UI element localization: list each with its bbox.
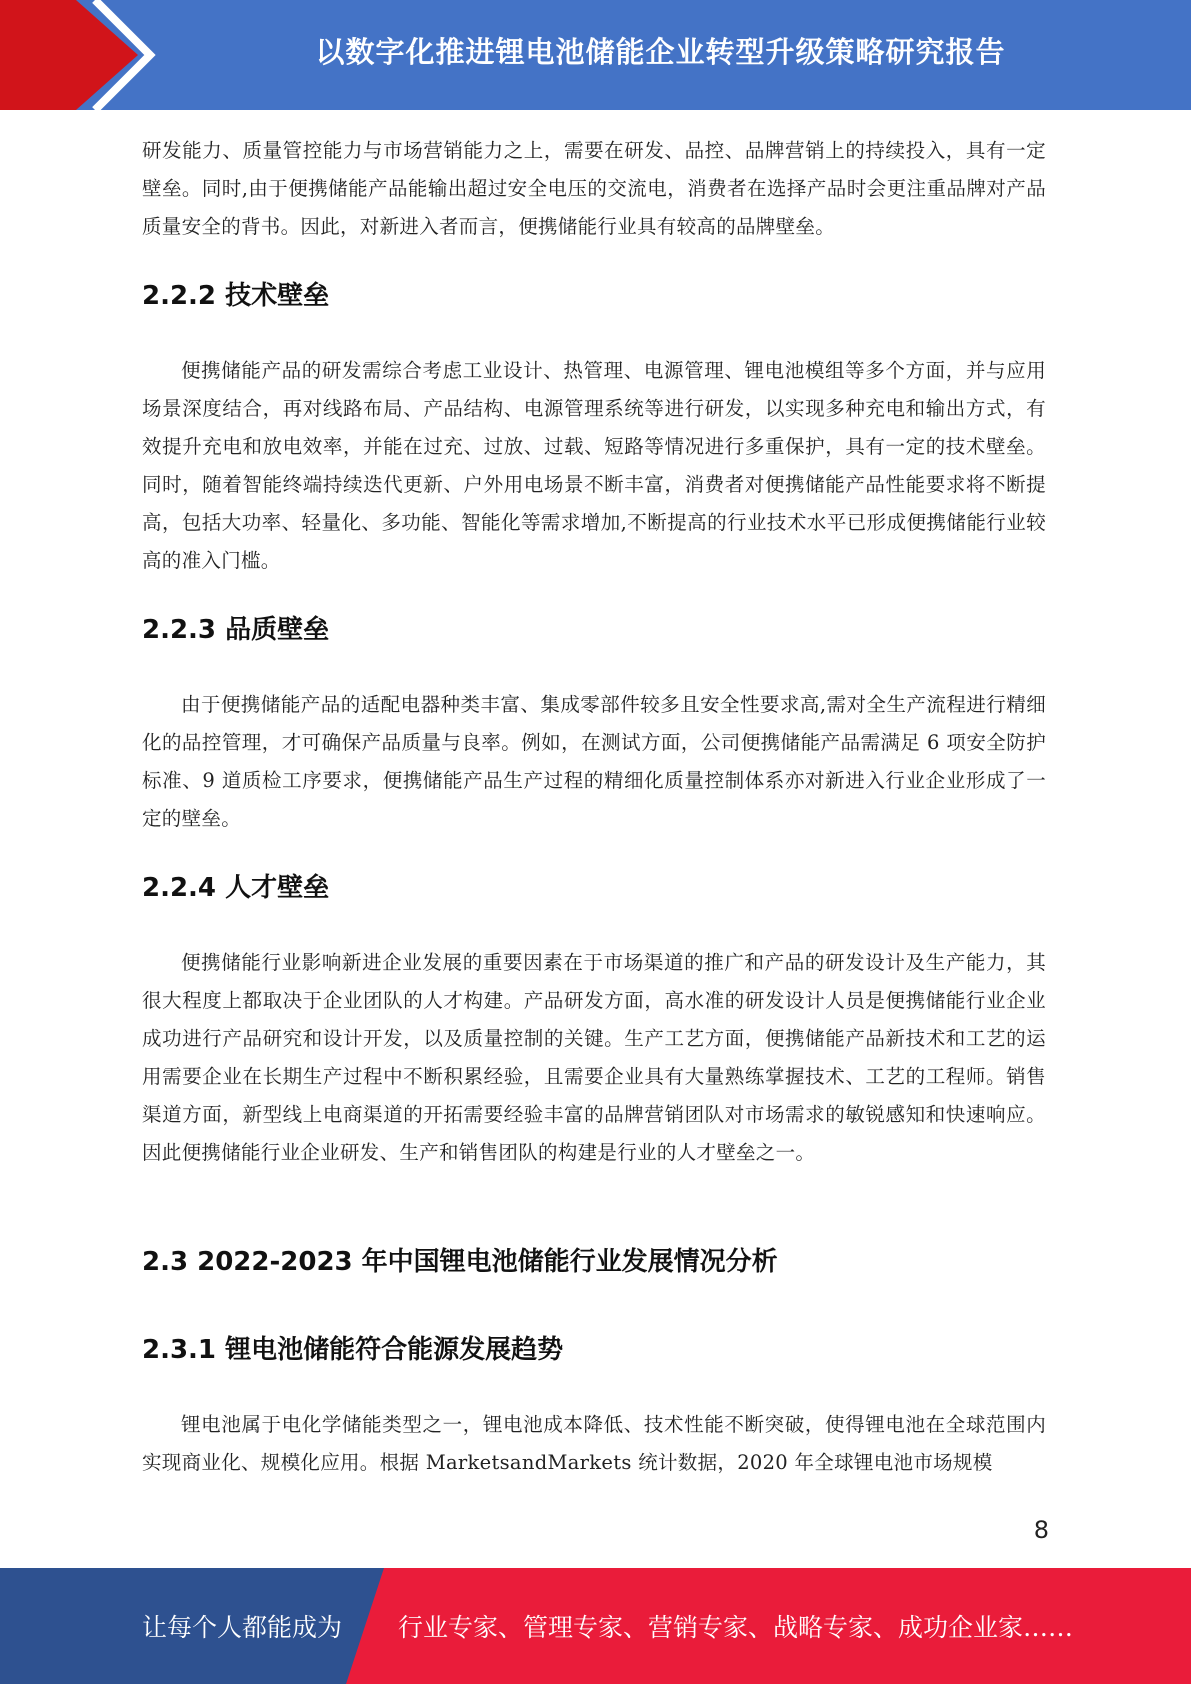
footer-slogan-left: 让每个人都能成为: [142, 1613, 343, 1642]
footer-slogan-right: 行业专家、管理专家、营销专家、战略专家、成功企业家……: [398, 1613, 1074, 1642]
page-content: [142, 132, 1046, 1482]
paragraph-2-3-1: 锂电池属于电化学储能类型之一，锂电池成本降低、技术性能不断突破，使得锂电池在全球范围内实现商业化、规模化应用。根据 MarketsandMarkets 统计数据，2020 年全球锂电池市场规模: [142, 1413, 1046, 1474]
heading-2-2-3: 2.2.3 品质壁垒: [142, 615, 330, 645]
paragraph-2-2-4: 便携储能行业影响新进企业发展的重要因素在于市场渠道的推广和产品的研发设计及生产能力，其很大程度上都取决于企业团队的人才构建。产品研发方面，高水准的研发设计人员是便携储能行业企业成功进行产品研究和设计开发，以及质量控制的关键。生产工艺方面，便携储能产品新技术和工艺的运用需要企业在长期生产过程中不断积累经验，且需要企业具有大量熟练掌握技术、工艺的工程师。销售渠道方面，新型线上电商渠道的开拓需要经验丰富的品牌营销团队对市场需求的敏锐感知和快速响应。因此便携储能行业企业研发、生产和销售团队的构建是行业的人才壁垒之一。: [142, 951, 1046, 1164]
page-number: 8: [1033, 1516, 1049, 1544]
heading-2-3-1: 2.3.1 锂电池储能符合能源发展趋势: [142, 1335, 564, 1365]
report-title: 以数字化推进锂电池储能企业转型升级策略研究报告: [315, 34, 1006, 69]
page-footer: [0, 1568, 1191, 1684]
paragraph-2-2-2: 便携储能产品的研发需综合考虑工业设计、热管理、电源管理、锂电池模组等多个方面，并与应用场景深度结合，再对线路布局、产品结构、电源管理系统等进行研发，以实现多种充电和输出方式，有效提升充电和放电效率，并能在过充、过放、过载、短路等情况进行多重保护，具有一定的技术壁垒。同时，随着智能终端持续迭代更新、户外用电场景不断丰富，消费者对便携储能产品性能要求将不断提高，包括大功率、轻量化、多功能、智能化等需求增加,不断提高的行业技术水平已形成便携储能行业较高的准入门槛。: [142, 359, 1046, 572]
heading-2-2-2: 2.2.2 技术壁垒: [142, 281, 330, 311]
heading-2-2-4: 2.2.4 人才壁垒: [142, 873, 330, 903]
paragraph-2-2-3: 由于便携储能产品的适配电器种类丰富、集成零部件较多且安全性要求高,需对全生产流程进行精细化的品控管理，才可确保产品质量与良率。例如，在测试方面，公司便携储能产品需满足 6 项安全防护标准、9 道质检工序要求，便携储能产品生产过程的精细化质量控制体系亦对新进入行业企业形成了一定的壁垒。: [142, 693, 1046, 830]
heading-2-3: 2.3 2022-2023 年中国锂电池储能行业发展情况分析: [142, 1247, 778, 1277]
page-header: [0, 0, 1191, 110]
paragraph-intro: 研发能力、质量管控能力与市场营销能力之上，需要在研发、品控、品牌营销上的持续投入，具有一定壁垒。同时,由于便携储能产品能输出超过安全电压的交流电，消费者在选择产品时会更注重品牌对产品质量安全的背书。因此，对新进入者而言，便携储能行业具有较高的品牌壁垒。: [142, 139, 1046, 238]
